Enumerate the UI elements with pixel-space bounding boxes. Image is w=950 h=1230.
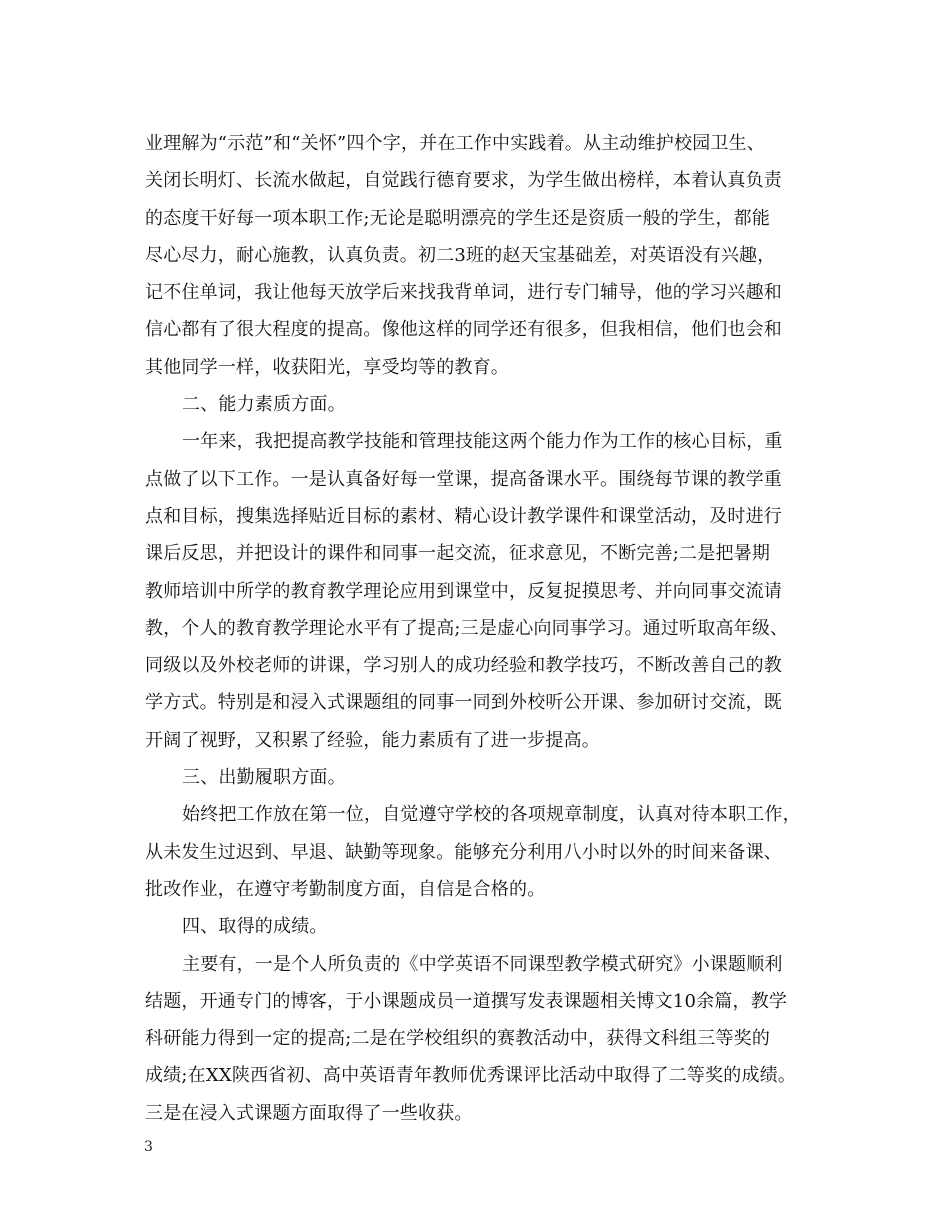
text-line: 主要有，一是个人所负责的《中学英语不同课型教学模式研究》小课题顺利 bbox=[182, 953, 783, 975]
text-line: 四、取得的成绩。 bbox=[182, 916, 328, 938]
text-line: 同级以及外校老师的讲课，学习别人的成功经验和教学技巧，不断改善自己的教 bbox=[145, 655, 782, 677]
text-line: 关闭长明灯、长流水做起，自觉践行德育要求，为学生做出榜样，本着认真负责 bbox=[145, 170, 782, 192]
text-line: 的态度干好每一项本职工作;无论是聪明漂亮的学生还是资质一般的学生，都能 bbox=[145, 207, 771, 229]
text-line: 课后反思，并把设计的课件和同事一起交流，征求意见，不断完善;二是把暑期 bbox=[145, 543, 771, 565]
text-line: 三、出勤履职方面。 bbox=[182, 767, 346, 789]
text-line: 尽心尽力，耐心施教，认真负责。初二3班的赵天宝基础差，对英语没有兴趣， bbox=[145, 244, 776, 266]
text-line: 结题，开通专门的博客，于小课题成员一道撰写发表课题相关博文10余篇，教学 bbox=[145, 990, 788, 1012]
document-body bbox=[145, 125, 815, 1132]
text-line: 信心都有了很大程度的提高。像他这样的同学还有很多，但我相信，他们也会和 bbox=[145, 319, 782, 341]
text-line: 学方式。特别是和浸入式课题组的同事一同到外校听公开课、参加研讨交流，既 bbox=[145, 692, 782, 714]
text-line: 从未发生过迟到、早退、缺勤等现象。能够充分利用八小时以外的时间来备课、 bbox=[145, 841, 782, 863]
text-line: 批改作业，在遵守考勤制度方面，自信是合格的。 bbox=[145, 878, 546, 900]
text-line: 始终把工作放在第一位，自觉遵守学校的各项规章制度，认真对待本职工作， bbox=[182, 804, 801, 826]
text-line: 点做了以下工作。一是认真备好每一堂课，提高备课水平。围绕每节课的教学重 bbox=[145, 468, 782, 490]
text-line: 教师培训中所学的教育教学理论应用到课堂中，反复捉摸思考、并向同事交流请 bbox=[145, 580, 782, 602]
text-line: 一年来，我把提高教学技能和管理技能这两个能力作为工作的核心目标，重 bbox=[182, 431, 783, 453]
text-line: 业理解为“示范”和“关怀”四个字，并在工作中实践着。从主动维护校园卫生、 bbox=[145, 133, 766, 154]
text-line: 教，个人的教育教学理论水平有了提高;三是虚心向同事学习。通过听取高年级、 bbox=[145, 617, 789, 639]
text-line: 其他同学一样，收获阳光，享受均等的教育。 bbox=[145, 356, 509, 378]
text-line: 二、能力素质方面。 bbox=[182, 394, 346, 416]
text-line: 记不住单词，我让他每天放学后来找我背单词，进行专门辅导，他的学习兴趣和 bbox=[145, 282, 782, 304]
text-line: 三是在浸入式课题方面取得了一些收获。 bbox=[145, 1102, 473, 1124]
text-line: 成绩;在XX陕西省初、高中英语青年教师优秀课评比活动中取得了二等奖的成绩。 bbox=[145, 1065, 797, 1087]
text-line: 科研能力得到一定的提高;二是在学校组织的赛教活动中，获得文科组三等奖的 bbox=[145, 1028, 771, 1050]
text-line: 开阔了视野，又积累了经验，能力素质有了进一步提高。 bbox=[145, 729, 600, 751]
page-number: 3 bbox=[144, 1139, 153, 1155]
text-line: 点和目标，搜集选择贴近目标的素材、精心设计教学课件和课堂活动，及时进行 bbox=[145, 505, 782, 527]
